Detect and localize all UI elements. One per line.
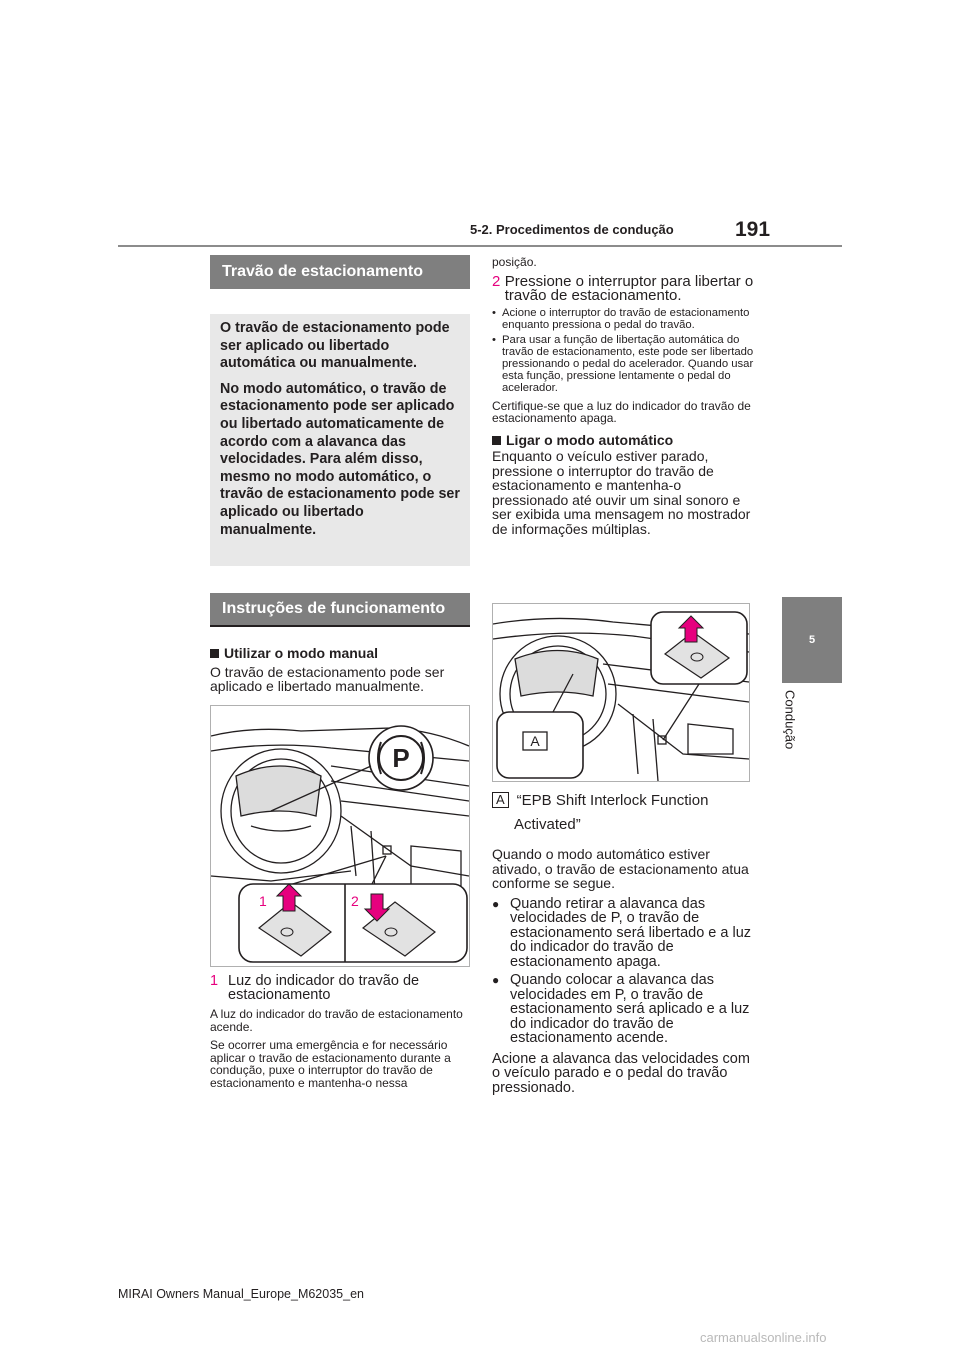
manual-mode-heading: Utilizar o modo manual — [210, 646, 472, 661]
step-1-note-1: A luz do indicador do travão de estacionamento acende. — [210, 1007, 463, 1034]
figure-manual-mode — [210, 705, 470, 967]
intro-paragraph-1: O travão de estacionamento pode ser aplicado ou libertado automática ou manualmente. — [220, 320, 450, 372]
final-text: Acione a alavanca das velocidades com o veículo parado e o pedal do travão pressionado. — [492, 1050, 750, 1096]
figure-label-1: 1 — [259, 893, 267, 909]
check-text: Certifique-se que a luz do indicador do travão de estacionamento apaga. — [492, 398, 751, 425]
label-a-text-1: “EPB Shift Interlock Function — [516, 792, 709, 809]
step-1-section — [210, 974, 472, 1089]
p-symbol: P — [392, 743, 410, 773]
page-number: 191 — [735, 218, 771, 241]
section-title-parking-brake: Travão de estacionamento — [210, 255, 470, 289]
header-rule — [118, 245, 842, 247]
square-bullet-icon — [210, 649, 219, 658]
intro-paragraph-2: No modo automático, o travão de estacionamento pode ser aplicado ou libertado automaticamente de acordo com a alavanca das velocidades. Para além disso, mesmo no modo automático, o travão de estacionamento pode ser aplicado ou libertado manualmente. — [220, 380, 460, 538]
section-header: 5-2. Procedimentos de condução — [470, 222, 674, 237]
list-item: • Para usar a função de libertação automática do travão de estacionamento, este pode ser libertado pressionando o pedal do acelerador. Quando usar esta função, pressione lentamente o pedal do acelerador. — [492, 334, 754, 394]
figure-auto-mode — [492, 603, 750, 782]
manual-mode-section — [210, 646, 472, 694]
list-item: ● Quando retirar a alavanca das velocidades de P, o travão de estacionamento será libertado e a luz do indicador do travão de estacionamento apaga. — [492, 897, 754, 970]
auto-mode-description: Quando o modo automático estiver ativado, o travão de estacionamento atua conforme se segue. — [492, 846, 749, 891]
label-a-text-2: Activated” — [514, 816, 581, 833]
figure-label-a: A — [530, 733, 540, 749]
step-2-number: 2 — [492, 272, 501, 290]
manual-mode-text: O travão de estacionamento pode ser aplicado e libertado manualmente. — [210, 663, 445, 694]
label-a-caption — [492, 789, 754, 813]
step-2-text: Pressione o interruptor para libertar o travão de estacionamento. — [504, 272, 754, 304]
step-1-note-2: Se ocorrer uma emergência e for necessário aplicar o travão de estacionamento durante a condução, puxe o interruptor do travão de estacionamento e mantenha-o nessa — [210, 1038, 451, 1090]
auto-mode-list — [492, 897, 754, 1046]
step-1-number: 1 — [210, 973, 219, 989]
intro-box — [210, 314, 470, 566]
step-1 — [210, 974, 472, 1002]
step-1-text: Luz do indicador do travão de estacionamento — [228, 973, 420, 1003]
list-item: • Acione o interruptor do travão de estacionamento enquanto pressiona o pedal do travão. — [492, 307, 754, 331]
right-top-section — [492, 256, 754, 536]
watermark: carmanualsonline.info — [700, 1330, 827, 1345]
right-bottom-section — [492, 789, 754, 1095]
dashboard-illustration — [211, 706, 469, 966]
list-item: ● Quando colocar a alavanca das velocidades em P, o travão de estacionamento será aplicado e a luz do indicador do travão de estacionamento acende. — [492, 973, 754, 1046]
figure-label-2: 2 — [351, 893, 359, 909]
dashboard-illustration-auto — [493, 604, 749, 781]
label-a-box: A — [492, 792, 509, 808]
auto-mode-heading: Ligar o modo automático — [492, 433, 754, 448]
footer-text: MIRAI Owners Manual_Europe_M62035_en — [118, 1287, 364, 1301]
chapter-label: Condução — [782, 690, 798, 750]
chapter-tab: 5 — [782, 597, 842, 683]
square-bullet-icon — [492, 436, 501, 445]
continuation-text: posição. — [492, 255, 537, 269]
step-2-bullets — [492, 307, 754, 394]
section-title-instructions: Instruções de funcionamento — [210, 593, 470, 627]
auto-mode-text: Enquanto o veículo estiver parado, pressione o interruptor do travão de estacionamento e mantenha-o pressionado até ouvir um sinal sonoro e ser exibida uma mensagem no mostrador de informações múltiplas. — [492, 448, 751, 537]
step-2 — [492, 272, 754, 304]
